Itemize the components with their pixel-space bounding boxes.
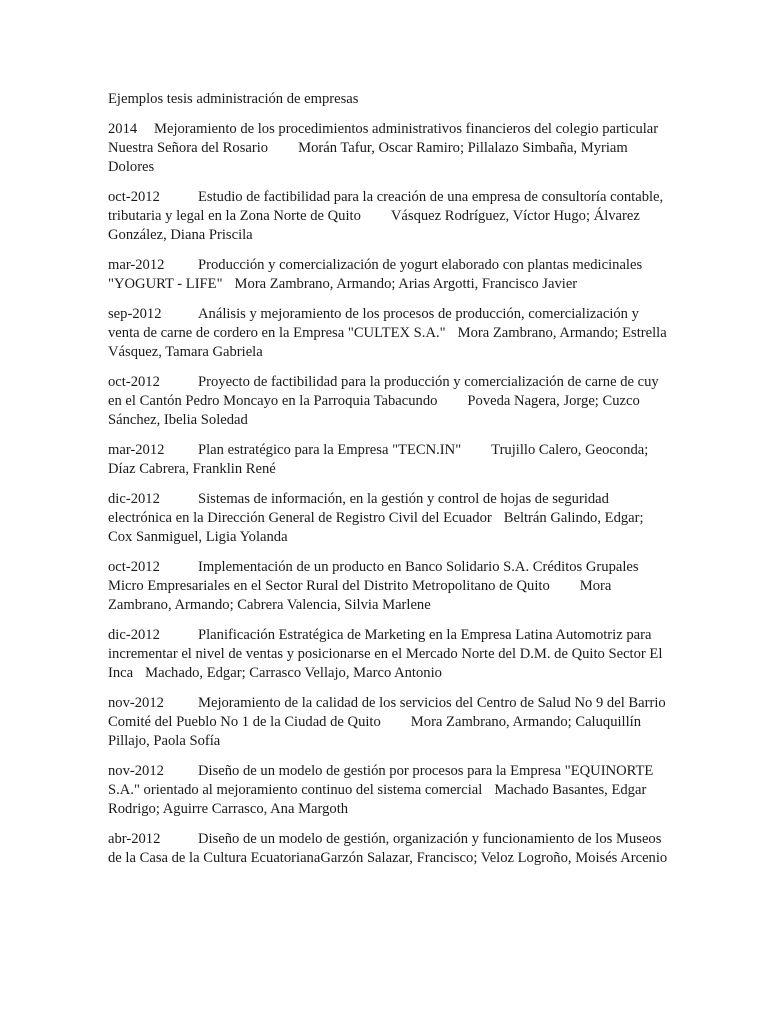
thesis-entry [108,694,668,751]
entry-date: mar-2012 [108,257,165,273]
thesis-entry [108,441,668,479]
entry-title: Mejoramiento de los procedimientos administrativos financieros del colegio particular Nuestra Señora del Rosario [108,121,659,156]
entry-title: Plan estratégico para la Empresa "TECN.IN" [198,442,462,458]
entry-title: Diseño de un modelo de gestión, organización y funcionamiento de los Museos de la Casa de la Cultura Ecuatoriana [108,831,662,866]
entry-date: sep-2012 [108,306,162,322]
thesis-entry [108,626,668,683]
entry-date: dic-2012 [108,627,160,643]
entry-authors: Mora Zambrano, Armando; Cabrera Valencia, Silvia Marlene [108,578,612,613]
entry-title: Mejoramiento de la calidad de los servicios del Centro de Salud No 9 del Barrio Comité del Pueblo No 1 de la Ciudad de Quito [108,695,666,730]
entry-authors: Mora Zambrano, Armando; Caluquillín Pillajo, Paola Sofía [108,714,642,749]
thesis-entry [108,762,668,819]
thesis-entry [108,120,668,177]
entry-authors: Machado, Edgar; Carrasco Vellajo, Marco Antonio [145,665,442,681]
entry-date: oct-2012 [108,374,160,390]
entry-date: nov-2012 [108,695,164,711]
thesis-entry [108,305,668,362]
entry-date: oct-2012 [108,189,160,205]
entry-date: nov-2012 [108,763,164,779]
thesis-entry [108,490,668,547]
entry-date: oct-2012 [108,559,160,575]
entry-authors: Beltrán Galindo, Edgar; Cox Sanmiguel, Ligia Yolanda [108,510,644,545]
thesis-entry [108,188,668,245]
thesis-entry [108,256,668,294]
entry-authors: Poveda Nagera, Jorge; Cuzco Sánchez, Ibelia Soledad [108,393,640,428]
entry-title: Análisis y mejoramiento de los procesos de producción, comercialización y venta de carne de cordero en la Empresa "CULTEX S.A." [108,306,639,341]
entry-date: 2014 [108,121,138,137]
entry-authors: Mora Zambrano, Armando; Arias Argotti, Francisco Javier [234,276,578,292]
entry-title: Estudio de factibilidad para la creación de una empresa de consultoría contable, tributaria y legal en la Zona Norte de Quito [108,189,664,224]
thesis-entry [108,373,668,430]
entry-authors: Vásquez Rodríguez, Víctor Hugo; Álvarez González, Diana Priscila [108,208,640,243]
thesis-entry [108,558,668,615]
entry-title: Proyecto de factibilidad para la producción y comercialización de carne de cuy en el Cantón Pedro Moncayo en la Parroquia Tabacundo [108,374,659,409]
entry-authors: Morán Tafur, Oscar Ramiro; Pillalazo Simbaña, Myriam Dolores [108,140,628,175]
entry-authors: Garzón Salazar, Francisco; Veloz Logroño, Moisés Arcenio [320,850,668,866]
entry-date: mar-2012 [108,442,165,458]
entry-title: Diseño de un modelo de gestión por procesos para la Empresa "EQUINORTE S.A." orientado al mejoramiento continuo del sistema comercial [108,763,654,798]
entry-authors: Mora Zambrano, Armando; Estrella Vásquez, Tamara Gabriela [108,325,667,360]
entry-title: Producción y comercialización de yogurt elaborado con plantas medicinales "YOGURT - LIFE" [108,257,643,292]
entry-authors: Trujillo Calero, Geoconda; Díaz Cabrera, Franklin René [108,442,649,477]
thesis-entry [108,830,668,868]
entry-date: dic-2012 [108,491,160,507]
document-title: Ejemplos tesis administración de empresas [108,91,359,107]
entry-authors: Machado Basantes, Edgar Rodrigo; Aguirre Carrasco, Ana Margoth [108,782,647,817]
entry-title: Implementación de un producto en Banco Solidario S.A. Créditos Grupales Micro Empresariales en el Sector Rural del Distrito Metropolitano de Quito [108,559,639,594]
entry-date: abr-2012 [108,831,161,847]
entry-title: Sistemas de información, en la gestión y control de hojas de seguridad electrónica en la Dirección General de Registro Civil del Ecuador [108,491,609,526]
entry-title: Planificación Estratégica de Marketing en la Empresa Latina Automotriz para incrementar el nivel de ventas y posicionarse en el Mercado Norte del D.M. de Quito Sector El Inca [108,627,663,681]
